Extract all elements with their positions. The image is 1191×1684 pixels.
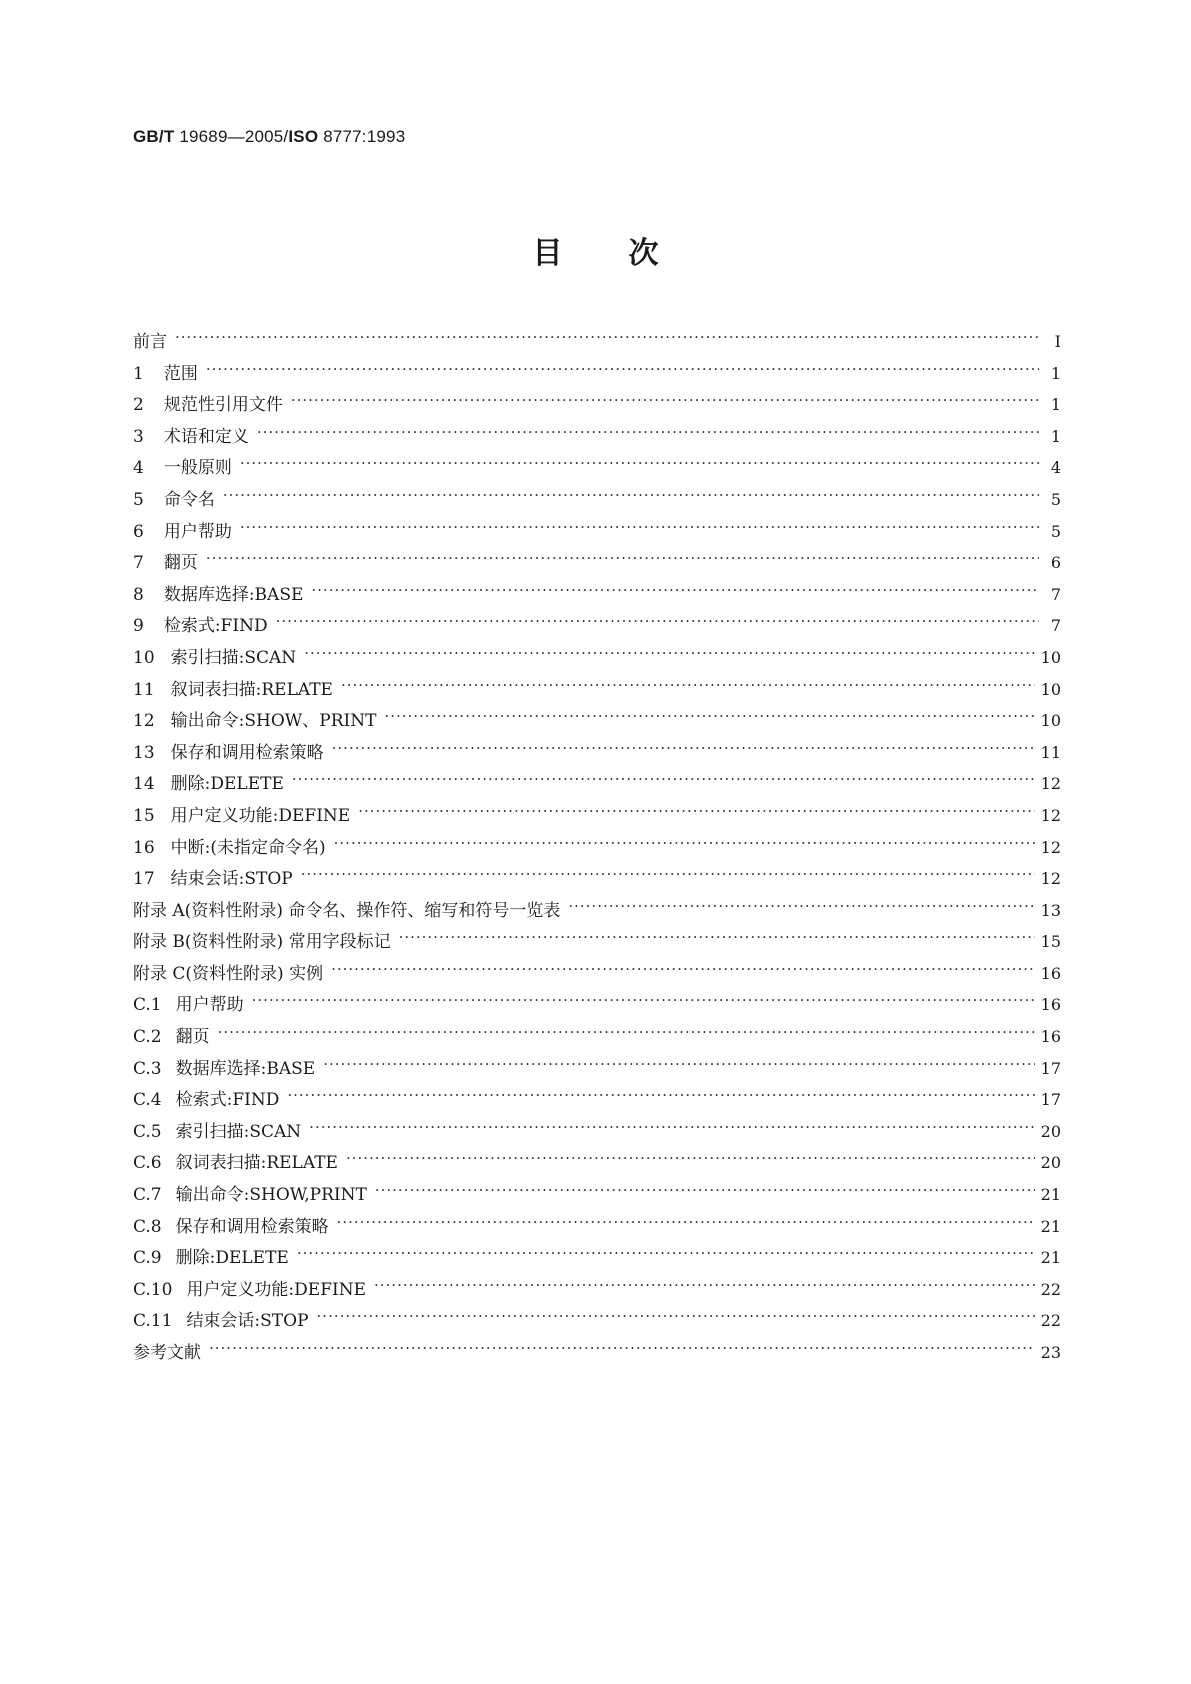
dot-leader bbox=[337, 1215, 1035, 1232]
toc-entry-page: 1 bbox=[1050, 395, 1061, 415]
toc-entry-page: 10 bbox=[1040, 679, 1061, 699]
toc-entry-number: 16 bbox=[133, 837, 155, 858]
toc-entry-number: 5 bbox=[133, 489, 144, 510]
dot-leader bbox=[276, 614, 1039, 631]
toc-entry-number: C.11 bbox=[133, 1311, 173, 1332]
toc-entry-number: 15 bbox=[133, 805, 155, 826]
toc-entry-page: 1 bbox=[1050, 363, 1061, 383]
toc-entry-label: 附录 C(资料性附录) 实例 bbox=[133, 963, 324, 984]
toc-entry-label: 结束会话:STOP bbox=[186, 1311, 309, 1332]
toc-entry-page: 15 bbox=[1040, 932, 1061, 952]
toc-entry-label: 删除:DELETE bbox=[175, 1248, 289, 1269]
toc-entry-label: 叙词表扫描:RELATE bbox=[175, 1153, 338, 1174]
dot-leader bbox=[297, 1246, 1035, 1263]
toc-entry-page: 1 bbox=[1050, 426, 1061, 446]
toc-entry-label: 一般原则 bbox=[163, 458, 232, 479]
toc-entry-label: 用户定义功能:DEFINE bbox=[170, 805, 351, 826]
toc-entry-page: 6 bbox=[1050, 553, 1061, 573]
toc-entry-page: 21 bbox=[1040, 1185, 1061, 1205]
toc-entry-label: 术语和定义 bbox=[163, 426, 249, 447]
toc-entry-label: 删除:DELETE bbox=[170, 774, 284, 795]
toc-entry-label: 命令名 bbox=[163, 489, 215, 510]
toc-entry-page: Ⅰ bbox=[1054, 332, 1061, 351]
toc-entry-label: 用户定义功能:DEFINE bbox=[186, 1279, 366, 1300]
toc-entry[interactable] bbox=[133, 833, 1061, 865]
iso-prefix: ISO bbox=[288, 127, 319, 146]
toc-entry[interactable] bbox=[133, 1148, 1061, 1180]
toc-entry[interactable] bbox=[133, 422, 1061, 454]
toc-entry-label: 翻页 bbox=[175, 1027, 210, 1048]
dot-leader bbox=[218, 1025, 1035, 1042]
toc-entry-number: 8 bbox=[133, 584, 144, 605]
toc-entry-label: 数据库选择:BASE bbox=[175, 1058, 316, 1079]
toc-entry[interactable] bbox=[133, 1275, 1061, 1307]
toc-entry-page: 7 bbox=[1050, 616, 1061, 636]
toc-entry[interactable] bbox=[133, 801, 1061, 833]
toc-entry[interactable] bbox=[133, 959, 1061, 991]
toc-entry[interactable] bbox=[133, 927, 1061, 959]
dot-leader bbox=[292, 772, 1035, 789]
toc-entry-number: 6 bbox=[133, 521, 144, 542]
dot-leader bbox=[334, 836, 1035, 853]
dot-leader bbox=[301, 867, 1035, 884]
dot-leader bbox=[291, 393, 1039, 410]
toc-entry-label: 保存和调用检索策略 bbox=[170, 742, 324, 763]
dot-leader bbox=[206, 551, 1039, 568]
toc-entry-number: C.3 bbox=[133, 1058, 162, 1079]
toc-entry-page: 5 bbox=[1050, 489, 1061, 509]
toc-entry-label: 结束会话:STOP bbox=[170, 869, 293, 890]
toc-entry-number: C.9 bbox=[133, 1248, 162, 1269]
dot-leader bbox=[358, 804, 1034, 821]
toc-entry-number: C.10 bbox=[133, 1279, 173, 1300]
dot-leader bbox=[332, 741, 1035, 758]
toc-entry[interactable] bbox=[133, 675, 1061, 707]
toc-entry-page: 13 bbox=[1040, 900, 1061, 920]
dot-leader bbox=[223, 488, 1039, 505]
toc-entry-label: 检索式:FIND bbox=[175, 1090, 280, 1111]
toc-entry-page: 4 bbox=[1050, 458, 1061, 478]
toc-entry-label: 范围 bbox=[163, 363, 198, 384]
toc-entry-page: 16 bbox=[1040, 1027, 1061, 1047]
toc-entry-page: 21 bbox=[1040, 1216, 1061, 1236]
dot-leader bbox=[331, 962, 1035, 979]
dot-leader bbox=[375, 1183, 1035, 1200]
toc-entry-page: 5 bbox=[1050, 521, 1061, 541]
toc-entry[interactable] bbox=[133, 1243, 1061, 1275]
toc-entry-label: 输出命令:SHOW,PRINT bbox=[175, 1185, 367, 1206]
toc-entry-label: 用户帮助 bbox=[163, 521, 232, 542]
toc-entry-label: 前言 bbox=[133, 332, 167, 352]
toc-entry-label: 数据库选择:BASE bbox=[163, 584, 304, 605]
dot-leader bbox=[323, 1057, 1034, 1074]
toc-entry-number: 13 bbox=[133, 742, 155, 763]
toc-entry-label: 索引扫描:SCAN bbox=[170, 647, 297, 668]
toc-entry-number: C.6 bbox=[133, 1153, 162, 1174]
toc-entry-page: 10 bbox=[1040, 711, 1061, 731]
dot-leader bbox=[240, 456, 1039, 473]
toc-entry-label: 索引扫描:SCAN bbox=[175, 1121, 302, 1142]
toc-entry-number: 17 bbox=[133, 869, 155, 890]
toc-entry[interactable] bbox=[133, 359, 1061, 391]
toc-entry-page: 10 bbox=[1040, 647, 1061, 667]
toc-entry-page: 22 bbox=[1040, 1311, 1061, 1331]
toc-entry-number: 2 bbox=[133, 395, 144, 416]
dot-leader bbox=[568, 899, 1034, 916]
iso-number: 8777:1993 bbox=[318, 127, 406, 146]
toc-entry-number: 11 bbox=[133, 679, 155, 700]
toc-entry[interactable] bbox=[133, 517, 1061, 549]
dot-leader bbox=[309, 1120, 1034, 1137]
std-prefix: GB/T bbox=[133, 127, 175, 146]
toc-entry-label: 附录 B(资料性附录) 常用字段标记 bbox=[133, 932, 391, 953]
toc-entry[interactable] bbox=[133, 1022, 1061, 1054]
toc-entry[interactable] bbox=[133, 485, 1061, 517]
toc-entry[interactable] bbox=[133, 990, 1061, 1022]
toc-entry-label: 检索式:FIND bbox=[163, 616, 268, 637]
toc-entry-page: 20 bbox=[1040, 1153, 1061, 1173]
toc-entry-page: 16 bbox=[1040, 963, 1061, 983]
std-number: 19689—2005/ bbox=[174, 127, 289, 146]
toc-entry-page: 17 bbox=[1040, 1090, 1061, 1110]
toc-entry-number: 10 bbox=[133, 647, 155, 668]
toc-entry[interactable] bbox=[133, 1117, 1061, 1149]
dot-leader bbox=[399, 930, 1035, 947]
toc-entry-label: 翻页 bbox=[163, 553, 198, 574]
toc-entry-page: 12 bbox=[1040, 837, 1061, 857]
toc-entry-page: 21 bbox=[1040, 1248, 1061, 1268]
standard-header bbox=[133, 127, 405, 147]
toc-entry-page: 12 bbox=[1040, 805, 1061, 825]
dot-leader bbox=[209, 1341, 1035, 1358]
toc-entry[interactable] bbox=[133, 1180, 1061, 1212]
toc-entry-number: 12 bbox=[133, 711, 155, 732]
toc-entry[interactable] bbox=[133, 1338, 1061, 1370]
toc-entry[interactable] bbox=[133, 1306, 1061, 1338]
dot-leader bbox=[240, 520, 1039, 537]
toc-entry[interactable] bbox=[133, 1054, 1061, 1086]
toc-entry[interactable] bbox=[133, 738, 1061, 770]
toc-entry[interactable] bbox=[133, 548, 1061, 580]
dot-leader bbox=[287, 1088, 1034, 1105]
toc-entry-label: 输出命令:SHOW、PRINT bbox=[170, 711, 377, 732]
dot-leader bbox=[257, 425, 1039, 442]
dot-leader bbox=[311, 583, 1039, 600]
dot-leader bbox=[374, 1278, 1035, 1295]
dot-leader bbox=[175, 330, 1039, 347]
dot-leader bbox=[346, 1151, 1035, 1168]
toc-entry-number: C.1 bbox=[133, 995, 162, 1016]
toc-entry-label: 附录 A(资料性附录) 命令名、操作符、缩写和符号一览表 bbox=[133, 900, 561, 921]
toc-entry[interactable] bbox=[133, 643, 1061, 675]
dot-leader bbox=[304, 646, 1034, 663]
toc-entry-number: C.8 bbox=[133, 1216, 162, 1237]
toc-entry-number: C.5 bbox=[133, 1121, 162, 1142]
toc-entry-label: 用户帮助 bbox=[175, 995, 244, 1016]
toc-entry[interactable] bbox=[133, 327, 1061, 359]
toc-entry-page: 12 bbox=[1040, 869, 1061, 889]
toc-entry-number: 4 bbox=[133, 458, 144, 479]
toc-entry-label: 保存和调用检索策略 bbox=[175, 1216, 329, 1237]
page-title: 目次 bbox=[532, 236, 725, 271]
toc-entry-number: 14 bbox=[133, 774, 155, 795]
toc-entry-number: C.4 bbox=[133, 1090, 162, 1111]
dot-leader bbox=[206, 362, 1039, 379]
toc-entry[interactable] bbox=[133, 706, 1061, 738]
dot-leader bbox=[252, 993, 1035, 1010]
toc-entry-page: 23 bbox=[1040, 1343, 1061, 1362]
toc-entry[interactable] bbox=[133, 390, 1061, 422]
toc-entry-label: 叙词表扫描:RELATE bbox=[170, 679, 333, 700]
toc-entry[interactable] bbox=[133, 611, 1061, 643]
toc-entry-page: 11 bbox=[1040, 742, 1061, 762]
toc-entry[interactable] bbox=[133, 896, 1061, 928]
toc-entry-number: C.7 bbox=[133, 1185, 162, 1206]
toc-entry[interactable] bbox=[133, 453, 1061, 485]
toc-entry-page: 22 bbox=[1040, 1279, 1061, 1299]
toc-entry-page: 7 bbox=[1050, 584, 1061, 604]
dot-leader bbox=[317, 1309, 1035, 1326]
toc-entry-page: 17 bbox=[1040, 1058, 1061, 1078]
toc-entry-number: 3 bbox=[133, 426, 144, 447]
toc-entry-page: 16 bbox=[1040, 995, 1061, 1015]
toc-entry[interactable] bbox=[133, 1085, 1061, 1117]
toc-entry[interactable] bbox=[133, 864, 1061, 896]
toc-entry[interactable] bbox=[133, 769, 1061, 801]
toc-entry-page: 20 bbox=[1040, 1121, 1061, 1141]
dot-leader bbox=[384, 709, 1034, 726]
toc-entry-number: 1 bbox=[133, 363, 144, 384]
toc-entry[interactable] bbox=[133, 1212, 1061, 1244]
table-of-contents bbox=[133, 327, 1061, 1370]
toc-entry[interactable] bbox=[133, 580, 1061, 612]
toc-entry-number: 7 bbox=[133, 553, 144, 574]
toc-entry-label: 参考文献 bbox=[133, 1343, 201, 1363]
toc-entry-page: 12 bbox=[1040, 774, 1061, 794]
toc-entry-label: 规范性引用文件 bbox=[163, 395, 283, 416]
toc-entry-number: 9 bbox=[133, 616, 144, 637]
dot-leader bbox=[341, 678, 1035, 695]
toc-entry-number: C.2 bbox=[133, 1027, 162, 1048]
toc-entry-label: 中断:(未指定命令名) bbox=[170, 837, 326, 858]
